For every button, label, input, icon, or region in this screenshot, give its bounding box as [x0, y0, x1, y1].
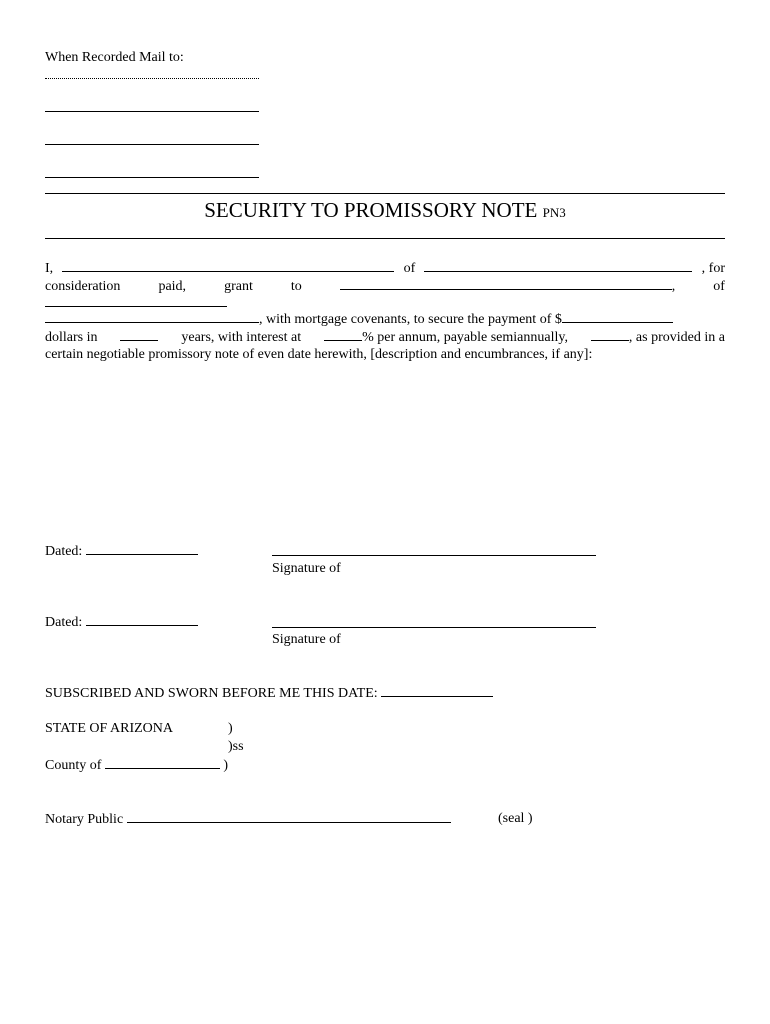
county-paren: ): [223, 758, 229, 773]
notary-row: [45, 810, 451, 828]
mortgage-covenants-text: , with mortgage covenants, to secure the payment of $: [259, 312, 562, 327]
ss-label: )ss: [228, 739, 244, 754]
body-line-6: certain negotiable promissory note of even date herewith, [description and encumbrances, if any]:: [45, 347, 593, 362]
notary-public-label: Notary Public: [45, 812, 124, 827]
percent-label: % per annum, payable semiannually,: [362, 330, 568, 345]
grantor-address-blank[interactable]: [424, 259, 692, 272]
grantor-name-blank[interactable]: [62, 259, 394, 272]
recorded-mail-line-3[interactable]: [45, 144, 259, 145]
paid-label: paid,: [158, 279, 187, 294]
title-rule-top: [45, 193, 725, 194]
recorded-mail-line-2[interactable]: [45, 111, 259, 112]
payment-schedule-blank[interactable]: [591, 328, 629, 341]
for-label: , for: [701, 261, 725, 276]
provided-label: , as provided in a: [628, 330, 725, 345]
county-label: County of: [45, 758, 102, 773]
body-line-1: [45, 259, 725, 277]
state-paren: ): [228, 721, 233, 736]
body-line-5: [45, 328, 725, 346]
years-blank[interactable]: [120, 328, 158, 341]
grantor-of-label: of: [403, 261, 416, 276]
dated-label-1: Dated:: [45, 544, 83, 559]
property-description-blank[interactable]: [45, 310, 259, 323]
consideration-label: consideration: [45, 279, 121, 294]
recorded-mail-label: When Recorded Mail to:: [45, 50, 184, 65]
notary-signature-blank[interactable]: [127, 810, 451, 823]
interest-rate-blank[interactable]: [324, 328, 362, 341]
subscribed-label: SUBSCRIBED AND SWORN BEFORE ME THIS DATE:: [45, 686, 378, 701]
recorded-mail-line-1[interactable]: [45, 78, 259, 79]
signature-label-1: Signature of: [272, 561, 341, 576]
subscribed-date-blank[interactable]: [381, 684, 493, 697]
county-row: [45, 756, 228, 774]
dollars-in-label: dollars in: [45, 330, 98, 345]
grant-label: grant: [224, 279, 253, 294]
subscribed-row: [45, 684, 493, 702]
county-blank[interactable]: [105, 756, 220, 769]
seal-label: (seal ): [498, 811, 533, 826]
grantee-comma: ,: [671, 279, 676, 294]
dated-blank-2[interactable]: [86, 613, 198, 626]
title-code: PN3: [542, 205, 566, 220]
title-main: SECURITY TO PROMISSORY NOTE: [204, 198, 538, 222]
dated-row-1: [45, 542, 198, 560]
years-interest-label: years, with interest at: [181, 330, 302, 345]
dated-blank-1[interactable]: [86, 542, 198, 555]
document-title: [0, 198, 770, 225]
state-label: STATE OF ARIZONA: [45, 721, 173, 736]
grantor-prefix: I,: [45, 261, 54, 276]
signature-line-2[interactable]: [272, 627, 596, 628]
payment-amount-blank[interactable]: [562, 310, 673, 323]
body-line-2: [45, 277, 725, 295]
grantee-name-blank[interactable]: [340, 277, 672, 290]
grantee-address-blank[interactable]: [45, 306, 227, 307]
recorded-mail-line-4[interactable]: [45, 177, 259, 178]
title-rule-bottom: [45, 238, 725, 239]
body-line-4: [45, 310, 673, 328]
signature-label-2: Signature of: [272, 632, 341, 647]
dated-label-2: Dated:: [45, 615, 83, 630]
grantee-of-label: of: [713, 279, 725, 294]
dated-row-2: [45, 613, 198, 631]
to-label: to: [290, 279, 302, 294]
signature-line-1[interactable]: [272, 555, 596, 556]
